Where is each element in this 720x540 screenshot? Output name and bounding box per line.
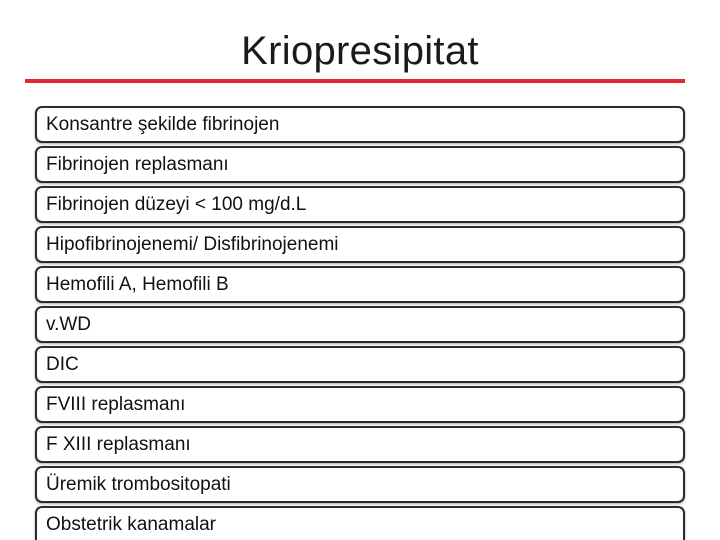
list-item: Obstetrik kanamalar — [35, 506, 685, 540]
list-item: F XIII replasmanı — [35, 426, 685, 463]
title-underline — [25, 79, 685, 83]
list-item: Hipofibrinojenemi/ Disfibrinojenemi — [35, 226, 685, 263]
list-item: Konsantre şekilde fibrinojen — [35, 106, 685, 143]
indication-list — [35, 106, 685, 540]
list-item: Üremik trombositopati — [35, 466, 685, 503]
list-item: DIC — [35, 346, 685, 383]
list-item: Hemofili A, Hemofili B — [35, 266, 685, 303]
list-item: Fibrinojen düzeyi < 100 mg/d.L — [35, 186, 685, 223]
list-item: v.WD — [35, 306, 685, 343]
slide-title: Kriopresipitat — [241, 29, 479, 73]
list-item: Fibrinojen replasmanı — [35, 146, 685, 183]
list-item: FVIII replasmanı — [35, 386, 685, 423]
